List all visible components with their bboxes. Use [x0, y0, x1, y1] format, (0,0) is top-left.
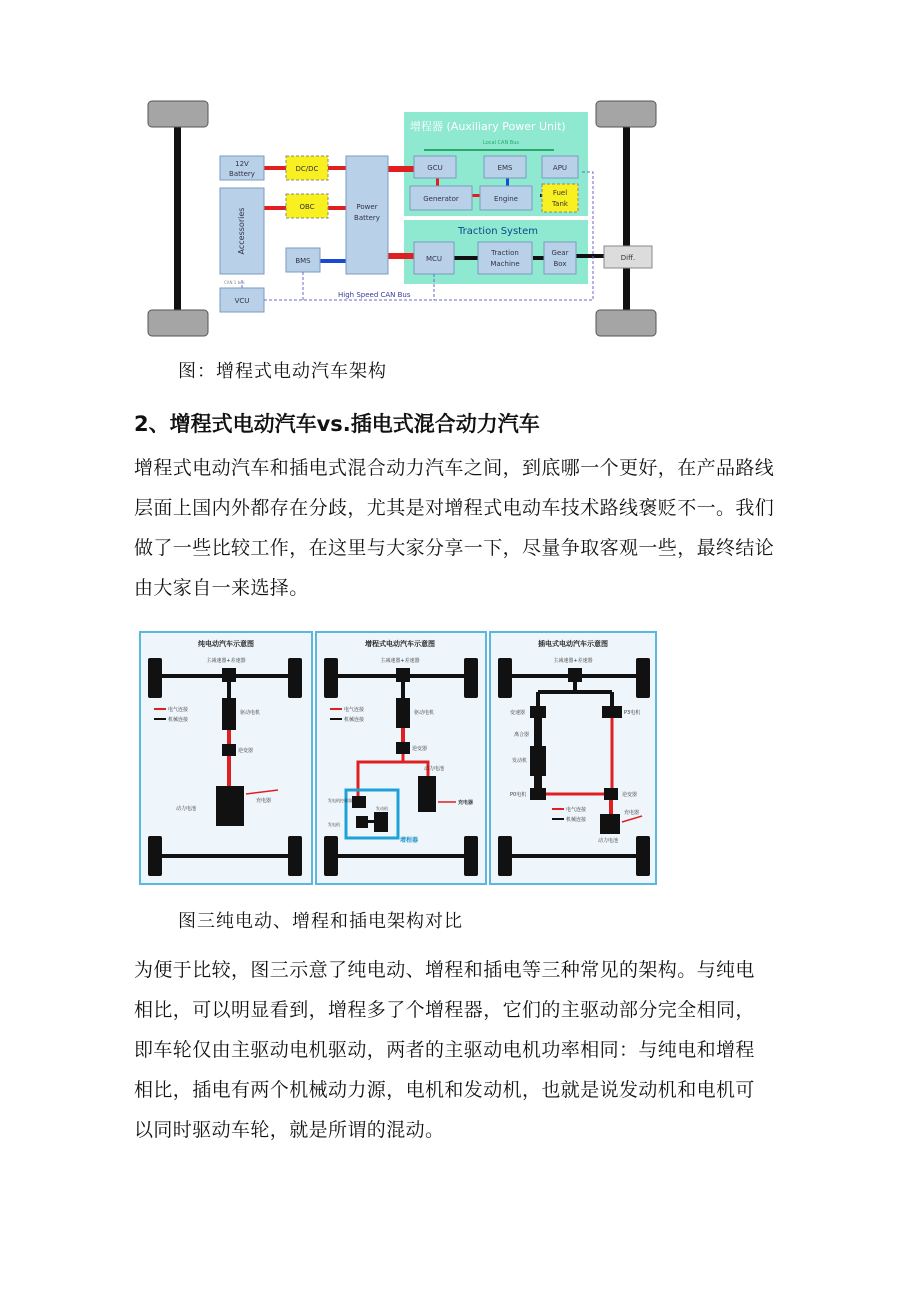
diagram-label: MCU: [425, 255, 443, 263]
range-extender-architecture-diagram: [138, 96, 662, 342]
diagram-label: 充电器: [458, 800, 474, 806]
diagram-label: 12V: [235, 160, 249, 168]
diagram-label: 机械连接: [168, 717, 189, 723]
diagram-label: 发动机: [376, 806, 388, 811]
diagram-label: 充电器: [256, 798, 272, 804]
wheel-rear-left: [148, 310, 208, 336]
diagram-label: 增程式电动汽车示意图: [365, 640, 435, 648]
diagram-label: Gear: [551, 249, 569, 257]
paragraph-1-line: 层面上国内外都存在分歧，尤其是对增程式电动车技术路线褒贬不一。我们: [134, 497, 775, 519]
diagram-label: CAN 1 bus: [224, 280, 245, 285]
paragraph-1-line: 做了一些比较工作，在这里与大家分享一下，尽量争取客观一些，最终结论: [134, 537, 775, 559]
figure2-caption: 图三纯电动、增程和插电架构对比: [178, 911, 463, 932]
diagram-label: 机械连接: [344, 717, 365, 723]
diagram-label: BMS: [295, 257, 311, 265]
diagram-label: 动力电池: [424, 766, 445, 772]
diagram-label: Power: [356, 203, 378, 211]
diagram-label: Fuel: [552, 189, 568, 197]
diagram-label: Battery: [354, 214, 380, 222]
diagram-label: 发电机: [328, 822, 340, 827]
paragraph-1: [134, 448, 794, 608]
diagram-label: EMS: [497, 164, 513, 172]
wheel-rear-right: [596, 310, 656, 336]
diagram-label: Battery: [229, 170, 255, 178]
diagram-label: Accessories: [237, 207, 246, 255]
diagram-label: 纯电动汽车示意图: [198, 640, 254, 648]
diagram-label: 主减速器+差速器: [380, 658, 420, 664]
diagram-label: 逆变器: [622, 792, 638, 798]
diagram-label: 主减速器+差速器: [553, 658, 593, 664]
diagram-label: 离合器: [514, 732, 530, 738]
diagram-label: 逆变器: [412, 746, 428, 752]
wheel-front-right: [596, 101, 656, 127]
diagram-label: 驱动电机: [414, 710, 435, 716]
paragraph-2-line: 即车轮仅由主驱动电机驱动，两者的主驱动电机功率相同：与纯电和增程: [134, 1039, 755, 1061]
paragraph-2-line: 相比，插电有两个机械动力源，电机和发动机，也就是说发动机和电机可: [134, 1079, 755, 1101]
paragraph-1-line: 增程式电动汽车和插电式混合动力汽车之间，到底哪一个更好，在产品路线: [134, 457, 775, 479]
diagram-label: 动力电池: [176, 806, 197, 812]
diagram-label: 电气连接: [168, 707, 189, 713]
diagram-label: 动力电池: [598, 838, 619, 844]
paragraph-2: [134, 950, 794, 1150]
gear-box: [544, 242, 576, 274]
apu-title: 增程器 (Auxiliary Power Unit): [410, 120, 566, 133]
diagram-label: DC/DC: [295, 165, 319, 173]
diagram-label: Tank: [552, 200, 568, 208]
diagram-label: GCU: [427, 164, 443, 172]
diagram-label: Box: [553, 260, 567, 268]
diagram-label: 变速器: [510, 710, 526, 716]
high-speed-can-label: High Speed CAN Bus: [338, 291, 411, 299]
diagram-label: 机械连接: [566, 817, 587, 823]
traction-title: Traction System: [458, 226, 538, 237]
paragraph-2-line: 以同时驱动车轮，就是所谓的混动。: [134, 1119, 445, 1141]
diagram-label: 电气连接: [344, 707, 365, 713]
architecture-comparison-diagram: [138, 630, 658, 888]
paragraph-2-line: 相比，可以明显看到，增程多了个增程器，它们的主驱动部分完全相同，: [134, 999, 755, 1021]
figure1-caption: 图：增程式电动汽车架构: [178, 361, 387, 382]
diagram-label: 驱动电机: [240, 710, 261, 716]
diagram-label: Generator: [423, 195, 459, 203]
diagram-label: 电气连接: [566, 807, 587, 813]
local-can-label: Local CAN Bus: [483, 140, 519, 146]
diagram-label: 充电器: [624, 810, 640, 816]
section-heading: 2、增程式电动汽车vs.插电式混合动力汽车: [134, 412, 540, 436]
diagram-label: APU: [552, 164, 568, 172]
diagram-label: 逆变器: [238, 748, 254, 754]
diagram-label: P3电机: [624, 710, 641, 716]
paragraph-2-line: 为便于比较，图三示意了纯电动、增程和插电等三种常见的架构。与纯电: [134, 959, 755, 981]
wheel-front-left: [148, 101, 208, 127]
paragraph-1-line: 由大家自一来选择。: [134, 577, 309, 599]
diagram-label: Engine: [494, 195, 518, 203]
diagram-label: P0电机: [510, 792, 527, 798]
diagram-label: Diff.: [620, 254, 636, 262]
diagram-label: OBC: [299, 203, 315, 211]
traction-machine-box: [478, 242, 532, 274]
diagram-label: VCU: [234, 297, 250, 305]
diagram-label: Machine: [490, 260, 520, 268]
diagram-label: 主减速器+差速器: [206, 658, 246, 664]
diagram-label: 插电式电动汽车示意图: [538, 640, 608, 648]
diagram-label: 发动机: [512, 758, 528, 764]
diagram-label: 发电机控制器: [328, 798, 352, 803]
diagram-label: 增程器: [400, 837, 419, 844]
diagram-label: Traction: [491, 249, 519, 257]
